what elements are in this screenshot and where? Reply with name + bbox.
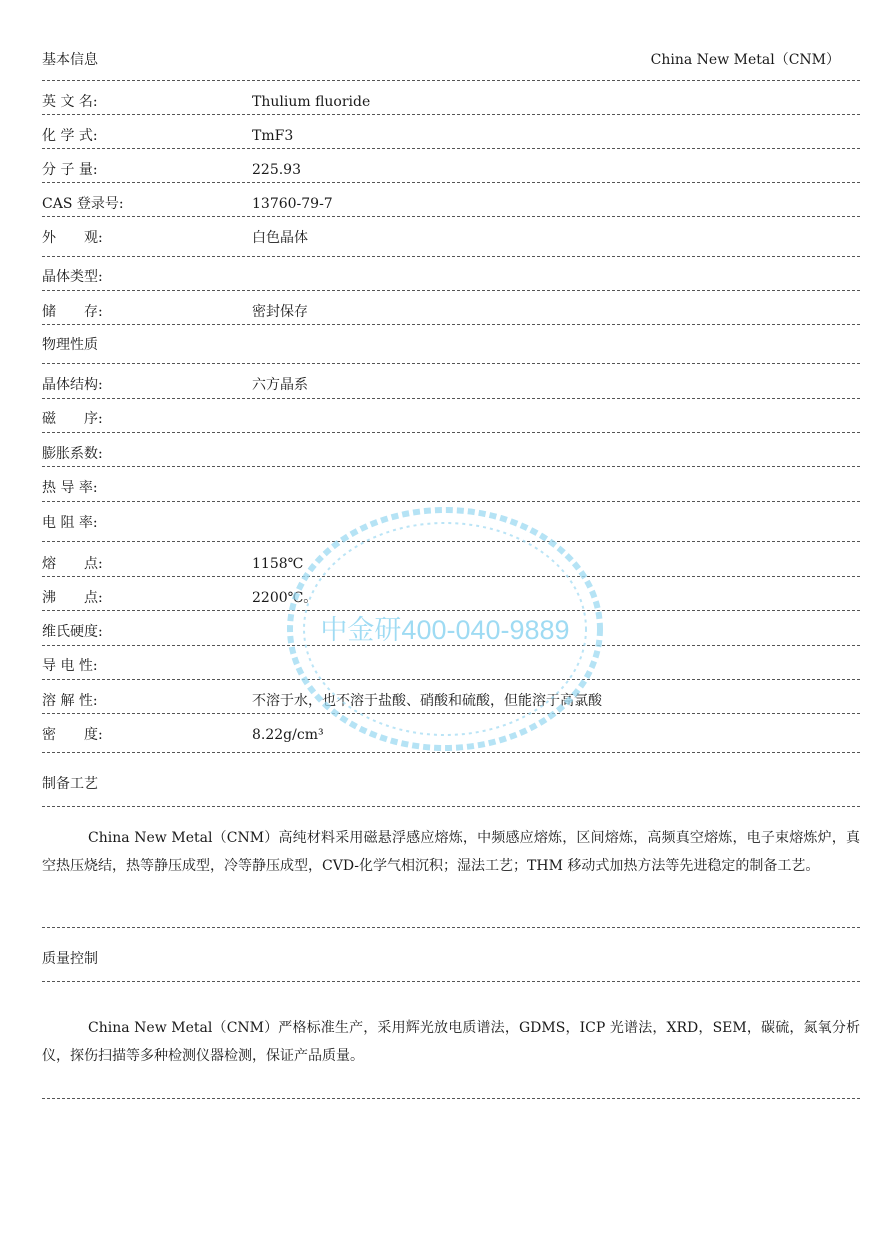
- label-crystal-type: 晶体类型:: [42, 269, 103, 285]
- label-expansion: 膨胀系数:: [42, 446, 103, 462]
- divider: [42, 610, 860, 611]
- label-vickers-hardness: 维氏硬度:: [42, 624, 103, 640]
- divider: [42, 679, 860, 680]
- divider: [42, 256, 860, 257]
- value-solubility: 不溶于水，也不溶于盐酸、硝酸和硫酸，但能溶于高氯酸: [252, 693, 602, 709]
- value-english-name: Thulium fluoride: [252, 94, 371, 110]
- watermark-stamp: [286, 506, 604, 752]
- divider: [42, 466, 860, 467]
- divider: [42, 80, 860, 81]
- value-crystal-structure: 六方晶系: [252, 377, 308, 393]
- label-cas: CAS 登录号:: [42, 196, 124, 212]
- divider: [42, 363, 860, 364]
- section-title-physical: 物理性质: [42, 337, 98, 353]
- divider: [42, 1098, 860, 1099]
- divider: [42, 806, 860, 807]
- value-appearance: 白色晶体: [252, 230, 308, 246]
- divider: [42, 432, 860, 433]
- value-melting-point: 1158℃: [252, 556, 304, 572]
- company-name: China New Metal（CNM）: [650, 52, 840, 68]
- section-title-basic-info: 基本信息: [42, 52, 98, 68]
- divider: [42, 398, 860, 399]
- value-boiling-point: 2200℃。: [252, 590, 318, 606]
- divider: [42, 927, 860, 928]
- section-title-quality: 质量控制: [42, 951, 98, 967]
- label-resistivity: 电 阻 率:: [42, 515, 98, 531]
- label-conductivity: 导 电 性:: [42, 658, 98, 674]
- value-density: 8.22g/cm³: [252, 727, 324, 743]
- value-cas: 13760-79-7: [252, 196, 333, 212]
- label-density: 密 度:: [42, 727, 103, 743]
- value-storage: 密封保存: [252, 304, 308, 320]
- quality-paragraph: China New Metal（CNM）严格标准生产，采用辉光放电质谱法，GDMS，ICP 光谱法，XRD，SEM，碳硫，氮氧分析仪，探伤扫描等多种检测仪器检测，保证产品质量。: [42, 1020, 860, 1064]
- label-appearance: 外 观:: [42, 230, 103, 246]
- divider: [42, 752, 860, 753]
- label-formula: 化 学 式:: [42, 128, 98, 144]
- label-boiling-point: 沸 点:: [42, 590, 103, 606]
- label-solubility: 溶 解 性:: [42, 693, 98, 709]
- divider: [42, 645, 860, 646]
- divider: [42, 148, 860, 149]
- watermark-text: 中金研400-040-9889: [320, 615, 570, 645]
- label-thermal-conductivity: 热 导 率:: [42, 480, 98, 496]
- divider: [42, 182, 860, 183]
- divider: [42, 713, 860, 714]
- label-crystal-structure: 晶体结构:: [42, 377, 103, 393]
- label-mol-weight: 分 子 量:: [42, 162, 98, 178]
- label-magnetic-order: 磁 序:: [42, 411, 103, 427]
- value-mol-weight: 225.93: [252, 162, 301, 178]
- divider: [42, 981, 860, 982]
- divider: [42, 541, 860, 542]
- value-formula: TmF3: [252, 128, 294, 144]
- divider: [42, 114, 860, 115]
- divider: [42, 290, 860, 291]
- divider: [42, 501, 860, 502]
- label-storage: 储 存:: [42, 304, 103, 320]
- label-melting-point: 熔 点:: [42, 556, 103, 572]
- label-english-name: 英 文 名:: [42, 94, 98, 110]
- preparation-paragraph: China New Metal（CNM）高纯材料采用磁悬浮感应熔炼，中频感应熔炼，区间熔炼，高频真空熔炼，电子束熔炼炉，真空热压烧结，热等静压成型，冷等静压成型，CVD-化学气相沉积；湿法工艺；THM 移动式加热方法等先进稳定的制备工艺。: [42, 830, 860, 874]
- divider: [42, 324, 860, 325]
- section-title-preparation: 制备工艺: [42, 776, 98, 792]
- divider: [42, 576, 860, 577]
- divider: [42, 216, 860, 217]
